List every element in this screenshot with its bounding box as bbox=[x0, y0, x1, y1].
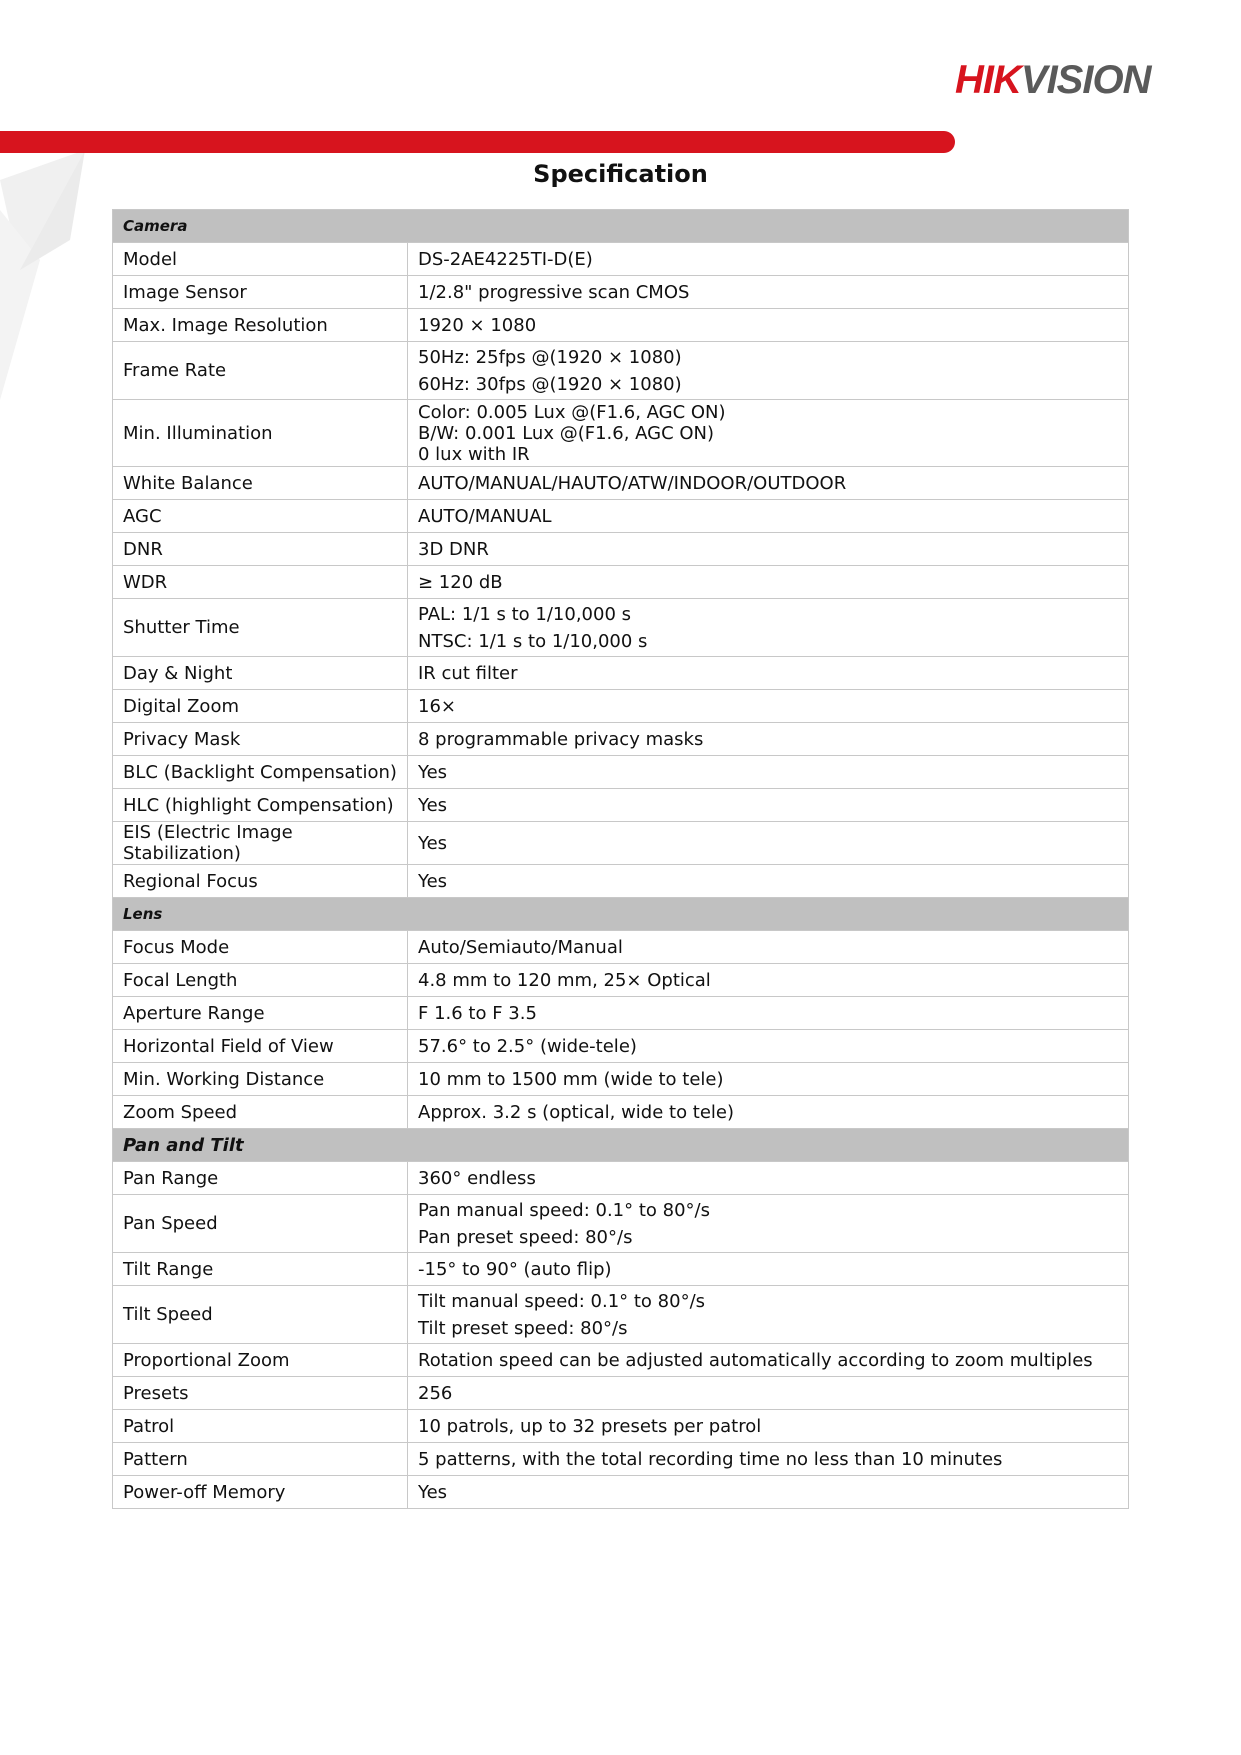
spec-row bbox=[113, 1410, 1129, 1443]
spec-value bbox=[408, 723, 1129, 756]
spec-parameter: Tilt Range bbox=[113, 1253, 408, 1286]
spec-value bbox=[408, 690, 1129, 723]
spec-value bbox=[408, 1030, 1129, 1063]
section-title: Lens bbox=[113, 898, 1129, 931]
spec-row bbox=[113, 500, 1129, 533]
spec-value-line: 50Hz: 25fps @(1920 × 1080) bbox=[418, 346, 682, 368]
spec-value-line: 5 patterns, with the total recording time no less than 10 minutes bbox=[418, 1448, 1003, 1470]
spec-value-line: Auto/Semiauto/Manual bbox=[418, 936, 623, 958]
spec-value-line: 3D DNR bbox=[418, 538, 489, 560]
spec-value-line: Tilt manual speed: 0.1° to 80°/s bbox=[418, 1290, 706, 1312]
spec-parameter: Min. Illumination bbox=[113, 400, 408, 467]
spec-parameter: Day & Night bbox=[113, 657, 408, 690]
spec-parameter: BLC (Backlight Compensation) bbox=[113, 756, 408, 789]
spec-value-line: 1920 × 1080 bbox=[418, 314, 537, 336]
spec-parameter: Min. Working Distance bbox=[113, 1063, 408, 1096]
spec-value-line: Approx. 3.2 s (optical, wide to tele) bbox=[418, 1101, 735, 1123]
spec-row bbox=[113, 789, 1129, 822]
spec-value bbox=[408, 400, 1129, 467]
spec-value bbox=[408, 789, 1129, 822]
spec-value bbox=[408, 1443, 1129, 1476]
spec-value-line: Yes bbox=[418, 870, 448, 892]
spec-parameter: Shutter Time bbox=[113, 599, 408, 657]
spec-row bbox=[113, 1476, 1129, 1509]
spec-row bbox=[113, 566, 1129, 599]
spec-value-line: B/W: 0.001 Lux @(F1.6, AGC ON) bbox=[418, 422, 715, 444]
spec-row bbox=[113, 723, 1129, 756]
spec-row bbox=[113, 1377, 1129, 1410]
spec-value bbox=[408, 931, 1129, 964]
spec-value-line: 4.8 mm to 120 mm, 25× Optical bbox=[418, 969, 711, 991]
spec-value bbox=[408, 756, 1129, 789]
spec-parameter: Aperture Range bbox=[113, 997, 408, 1030]
spec-value bbox=[408, 1476, 1129, 1509]
spec-row bbox=[113, 1253, 1129, 1286]
spec-value bbox=[408, 533, 1129, 566]
spec-row bbox=[113, 276, 1129, 309]
spec-parameter: Patrol bbox=[113, 1410, 408, 1443]
spec-parameter: Pan Speed bbox=[113, 1195, 408, 1253]
spec-value bbox=[408, 865, 1129, 898]
spec-parameter: Focal Length bbox=[113, 964, 408, 997]
spec-row bbox=[113, 1286, 1129, 1344]
spec-row bbox=[113, 1195, 1129, 1253]
spec-row bbox=[113, 1030, 1129, 1063]
section-header-row bbox=[113, 1129, 1129, 1162]
spec-parameter: HLC (highlight Compensation) bbox=[113, 789, 408, 822]
spec-row bbox=[113, 309, 1129, 342]
spec-parameter: Digital Zoom bbox=[113, 690, 408, 723]
spec-value-line: PAL: 1/1 s to 1/10,000 s bbox=[418, 603, 632, 625]
spec-parameter: White Balance bbox=[113, 467, 408, 500]
spec-value-line: -15° to 90° (auto flip) bbox=[418, 1258, 612, 1280]
spec-row bbox=[113, 400, 1129, 467]
spec-row bbox=[113, 756, 1129, 789]
spec-value-line: Pan preset speed: 80°/s bbox=[418, 1226, 633, 1248]
spec-value bbox=[408, 997, 1129, 1030]
spec-value-line: 10 patrols, up to 32 presets per patrol bbox=[418, 1415, 762, 1437]
section-header-row bbox=[113, 898, 1129, 931]
spec-value bbox=[408, 243, 1129, 276]
spec-parameter: Max. Image Resolution bbox=[113, 309, 408, 342]
spec-row bbox=[113, 822, 1129, 865]
spec-parameter: Focus Mode bbox=[113, 931, 408, 964]
section-title: Pan and Tilt bbox=[113, 1129, 1129, 1162]
spec-value-line: 8 programmable privacy masks bbox=[418, 728, 704, 750]
spec-value bbox=[408, 1377, 1129, 1410]
spec-parameter: DNR bbox=[113, 533, 408, 566]
spec-parameter: Horizontal Field of View bbox=[113, 1030, 408, 1063]
spec-value-line: 10 mm to 1500 mm (wide to tele) bbox=[418, 1068, 724, 1090]
spec-row bbox=[113, 342, 1129, 400]
spec-row bbox=[113, 1063, 1129, 1096]
spec-parameter: Zoom Speed bbox=[113, 1096, 408, 1129]
spec-value bbox=[408, 467, 1129, 500]
spec-parameter: Privacy Mask bbox=[113, 723, 408, 756]
spec-value bbox=[408, 1286, 1129, 1344]
specification-table-body bbox=[113, 210, 1129, 1509]
spec-value-line: Yes bbox=[418, 832, 448, 854]
spec-value bbox=[408, 657, 1129, 690]
header-red-bar bbox=[0, 131, 955, 153]
spec-value bbox=[408, 1344, 1129, 1377]
spec-parameter: Image Sensor bbox=[113, 276, 408, 309]
spec-row bbox=[113, 467, 1129, 500]
spec-parameter: Presets bbox=[113, 1377, 408, 1410]
section-header-row bbox=[113, 210, 1129, 243]
spec-parameter: Pattern bbox=[113, 1443, 408, 1476]
spec-parameter: Frame Rate bbox=[113, 342, 408, 400]
spec-value-line: 256 bbox=[418, 1382, 453, 1404]
logo-primary: HIK bbox=[955, 58, 1021, 102]
spec-value bbox=[408, 1162, 1129, 1195]
spec-value bbox=[408, 500, 1129, 533]
spec-value bbox=[408, 1096, 1129, 1129]
spec-parameter: Pan Range bbox=[113, 1162, 408, 1195]
spec-parameter: Proportional Zoom bbox=[113, 1344, 408, 1377]
logo-secondary: VISION bbox=[1020, 58, 1151, 102]
spec-value-line: 16× bbox=[418, 695, 456, 717]
spec-value-line: 1/2.8" progressive scan CMOS bbox=[418, 281, 690, 303]
spec-row bbox=[113, 1096, 1129, 1129]
spec-parameter: EIS (Electric Image Stabilization) bbox=[113, 822, 408, 865]
spec-row bbox=[113, 599, 1129, 657]
spec-value bbox=[408, 1063, 1129, 1096]
spec-value bbox=[408, 599, 1129, 657]
spec-row bbox=[113, 533, 1129, 566]
spec-row bbox=[113, 931, 1129, 964]
spec-parameter: Regional Focus bbox=[113, 865, 408, 898]
spec-row bbox=[113, 964, 1129, 997]
watermark-graphic bbox=[0, 150, 90, 410]
spec-value-line: Rotation speed can be adjusted automatically according to zoom multiples bbox=[418, 1349, 1093, 1371]
spec-value-line: Yes bbox=[418, 761, 448, 783]
spec-row bbox=[113, 865, 1129, 898]
spec-parameter: WDR bbox=[113, 566, 408, 599]
spec-value bbox=[408, 1195, 1129, 1253]
spec-parameter: Power-off Memory bbox=[113, 1476, 408, 1509]
spec-value bbox=[408, 342, 1129, 400]
spec-value-line: NTSC: 1/1 s to 1/10,000 s bbox=[418, 630, 648, 652]
spec-value bbox=[408, 1410, 1129, 1443]
spec-value bbox=[408, 276, 1129, 309]
spec-value-line: AUTO/MANUAL bbox=[418, 505, 552, 527]
spec-value-line: IR cut filter bbox=[418, 662, 518, 684]
section-title: Camera bbox=[113, 210, 1129, 243]
spec-value-line: 60Hz: 30fps @(1920 × 1080) bbox=[418, 373, 682, 395]
spec-row bbox=[113, 997, 1129, 1030]
spec-value bbox=[408, 964, 1129, 997]
spec-parameter: Model bbox=[113, 243, 408, 276]
spec-value bbox=[408, 822, 1129, 865]
spec-value-line: 360° endless bbox=[418, 1167, 536, 1189]
spec-value-line: Pan manual speed: 0.1° to 80°/s bbox=[418, 1199, 710, 1221]
spec-value-line: ≥ 120 dB bbox=[418, 571, 503, 593]
spec-value-line: Color: 0.005 Lux @(F1.6, AGC ON) bbox=[418, 401, 726, 423]
spec-value bbox=[408, 309, 1129, 342]
spec-parameter: AGC bbox=[113, 500, 408, 533]
spec-value-line: Yes bbox=[418, 1481, 448, 1503]
spec-row bbox=[113, 690, 1129, 723]
spec-row bbox=[113, 243, 1129, 276]
specification-table bbox=[112, 209, 1129, 1509]
spec-value bbox=[408, 1253, 1129, 1286]
spec-value-line: DS-2AE4225TI-D(E) bbox=[418, 248, 593, 270]
spec-value bbox=[408, 566, 1129, 599]
spec-parameter: Tilt Speed bbox=[113, 1286, 408, 1344]
spec-value-line: 57.6° to 2.5° (wide-tele) bbox=[418, 1035, 637, 1057]
spec-value-line: Tilt preset speed: 80°/s bbox=[418, 1317, 628, 1339]
spec-row bbox=[113, 657, 1129, 690]
spec-row bbox=[113, 1344, 1129, 1377]
spec-value-line: 0 lux with IR bbox=[418, 443, 530, 465]
spec-value-line: F 1.6 to F 3.5 bbox=[418, 1002, 537, 1024]
spec-value-line: AUTO/MANUAL/HAUTO/ATW/INDOOR/OUTDOOR bbox=[418, 472, 847, 494]
spec-row bbox=[113, 1162, 1129, 1195]
page-title: Specification bbox=[533, 160, 708, 188]
spec-row bbox=[113, 1443, 1129, 1476]
spec-value-line: Yes bbox=[418, 794, 448, 816]
hikvision-logo bbox=[955, 58, 1150, 103]
